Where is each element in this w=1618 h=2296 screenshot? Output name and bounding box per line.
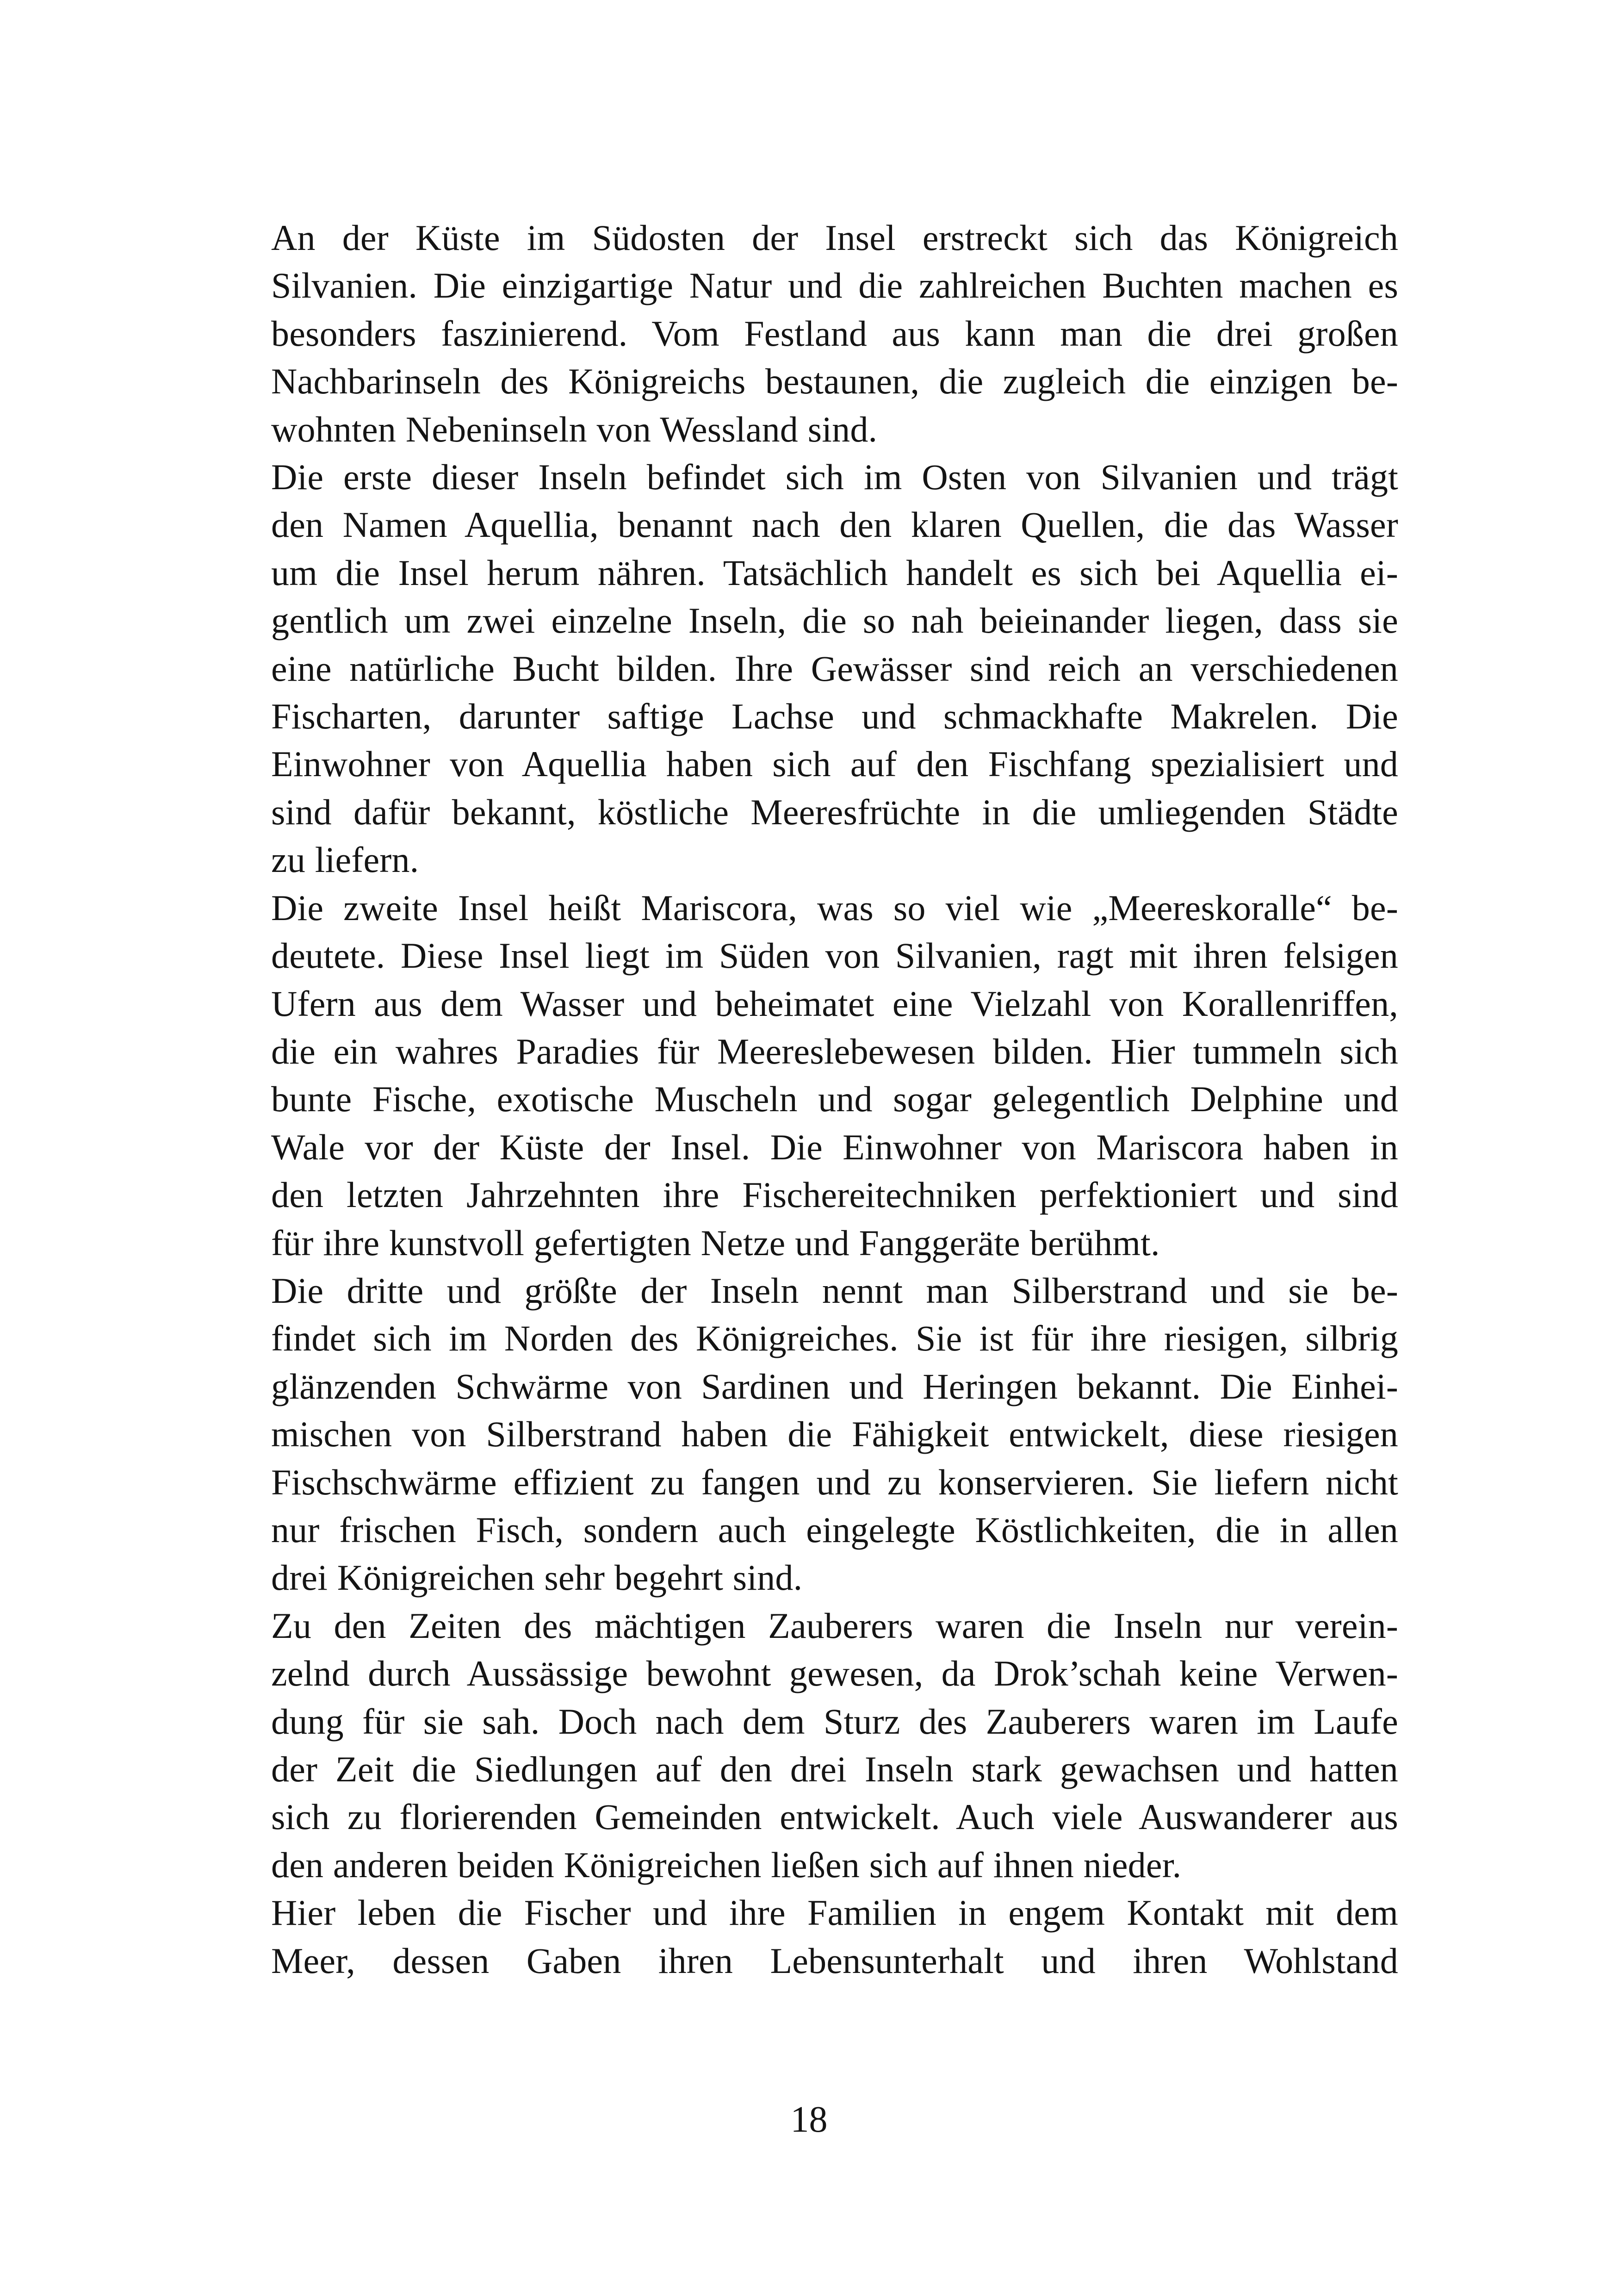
text-line: nur frischen Fisch, sondern auch eingelegte Köstlichkeiten, die in allen — [271, 1509, 1398, 1550]
body-text — [220, 214, 1398, 1985]
text-line: der Zeit die Siedlungen auf den drei Inseln stark gewachsen und hatten — [271, 1749, 1398, 1789]
paragraph-6 — [220, 1889, 1398, 1985]
paragraph-4 — [220, 1267, 1398, 1602]
text-line: Nachbarinseln des Königreichs bestaunen, die zugleich die einzigen be- — [271, 361, 1398, 402]
text-line: um die Insel herum nähren. Tatsächlich handelt es sich bei Aquellia ei- — [271, 552, 1398, 593]
paragraph-5 — [220, 1602, 1398, 1889]
text-line: eine natürliche Bucht bilden. Ihre Gewässer sind reich an verschiedenen — [271, 648, 1398, 689]
text-line: Die erste dieser Inseln befindet sich im Osten von Silvanien und trägt — [271, 457, 1398, 498]
paragraph-1 — [220, 214, 1398, 453]
text-line: drei Königreichen sehr begehrt sind. — [271, 1557, 803, 1598]
text-line: zu liefern. — [271, 840, 419, 880]
text-line: Einwohner von Aquellia haben sich auf den Fischfang spezialisiert und — [271, 744, 1398, 784]
text-line: besonders faszinierend. Vom Festland aus kann man die drei großen — [271, 313, 1398, 354]
text-line: Fischarten, darunter saftige Lachse und schmackhafte Makrelen. Die — [271, 696, 1398, 737]
text-line: für ihre kunstvoll gefertigten Netze und Fanggeräte berühmt. — [271, 1222, 1160, 1263]
text-line: den letzten Jahrzehnten ihre Fischereitechniken perfektioniert und sind — [271, 1175, 1398, 1215]
text-line: mischen von Silberstrand haben die Fähigkeit entwickelt, diese riesigen — [271, 1414, 1398, 1455]
text-line: Zu den Zeiten des mächtigen Zauberers waren die Inseln nur verein- — [271, 1605, 1398, 1646]
text-line: deutete. Diese Insel liegt im Süden von Silvanien, ragt mit ihren felsigen — [271, 935, 1398, 976]
text-line: wohnten Nebeninseln von Wessland sind. — [271, 409, 878, 449]
text-line: Silvanien. Die einzigartige Natur und die zahlreichen Buchten machen es — [271, 265, 1398, 306]
page-number: 18 — [790, 2099, 828, 2140]
text-line: Wale vor der Küste der Insel. Die Einwohner von Mariscora haben in — [271, 1126, 1398, 1167]
paragraph-3 — [220, 884, 1398, 1267]
text-line: den Namen Aquellia, benannt nach den klaren Quellen, die das Wasser — [271, 504, 1398, 545]
text-line: Ufern aus dem Wasser und beheimatet eine Vielzahl von Korallenriffen, — [271, 983, 1398, 1024]
text-line: Die dritte und größte der Inseln nennt man Silberstrand und sie be- — [271, 1270, 1398, 1311]
text-line: An der Küste im Südosten der Insel erstreckt sich das Königreich — [271, 218, 1398, 258]
text-line: sich zu florierenden Gemeinden entwickelt. Auch viele Auswanderer aus — [271, 1797, 1398, 1837]
paragraph-2 — [220, 453, 1398, 884]
text-line: Hier leben die Fischer und ihre Familien in engem Kontakt mit dem — [271, 1892, 1398, 1933]
text-line: dung für sie sah. Doch nach dem Sturz des Zauberers waren im Laufe — [271, 1701, 1398, 1742]
text-line: sind dafür bekannt, köstliche Meeresfrüchte in die umliegenden Städte — [271, 791, 1398, 832]
text-line: Meer, dessen Gaben ihren Lebensunterhalt und ihren Wohlstand — [271, 1940, 1398, 1981]
text-line: findet sich im Norden des Königreiches. Sie ist für ihre riesigen, silbrig — [271, 1318, 1398, 1359]
text-line: Fischschwärme effizient zu fangen und zu konservieren. Sie liefern nicht — [271, 1462, 1398, 1502]
text-line: Die zweite Insel heißt Mariscora, was so viel wie „Meereskoralle“ be- — [271, 887, 1398, 928]
text-line: bunte Fische, exotische Muscheln und sogar gelegentlich Delphine und — [271, 1079, 1398, 1120]
text-line: die ein wahres Paradies für Meereslebewesen bilden. Hier tummeln sich — [271, 1031, 1398, 1071]
text-line: glänzenden Schwärme von Sardinen und Heringen bekannt. Die Einhei- — [271, 1366, 1398, 1406]
text-line: gentlich um zwei einzelne Inseln, die so nah beieinander liegen, dass sie — [271, 600, 1398, 641]
text-line: zelnd durch Aussässige bewohnt gewesen, da Drok’schah keine Verwen- — [271, 1653, 1398, 1694]
text-line: den anderen beiden Königreichen ließen sich auf ihnen nieder. — [271, 1844, 1182, 1885]
